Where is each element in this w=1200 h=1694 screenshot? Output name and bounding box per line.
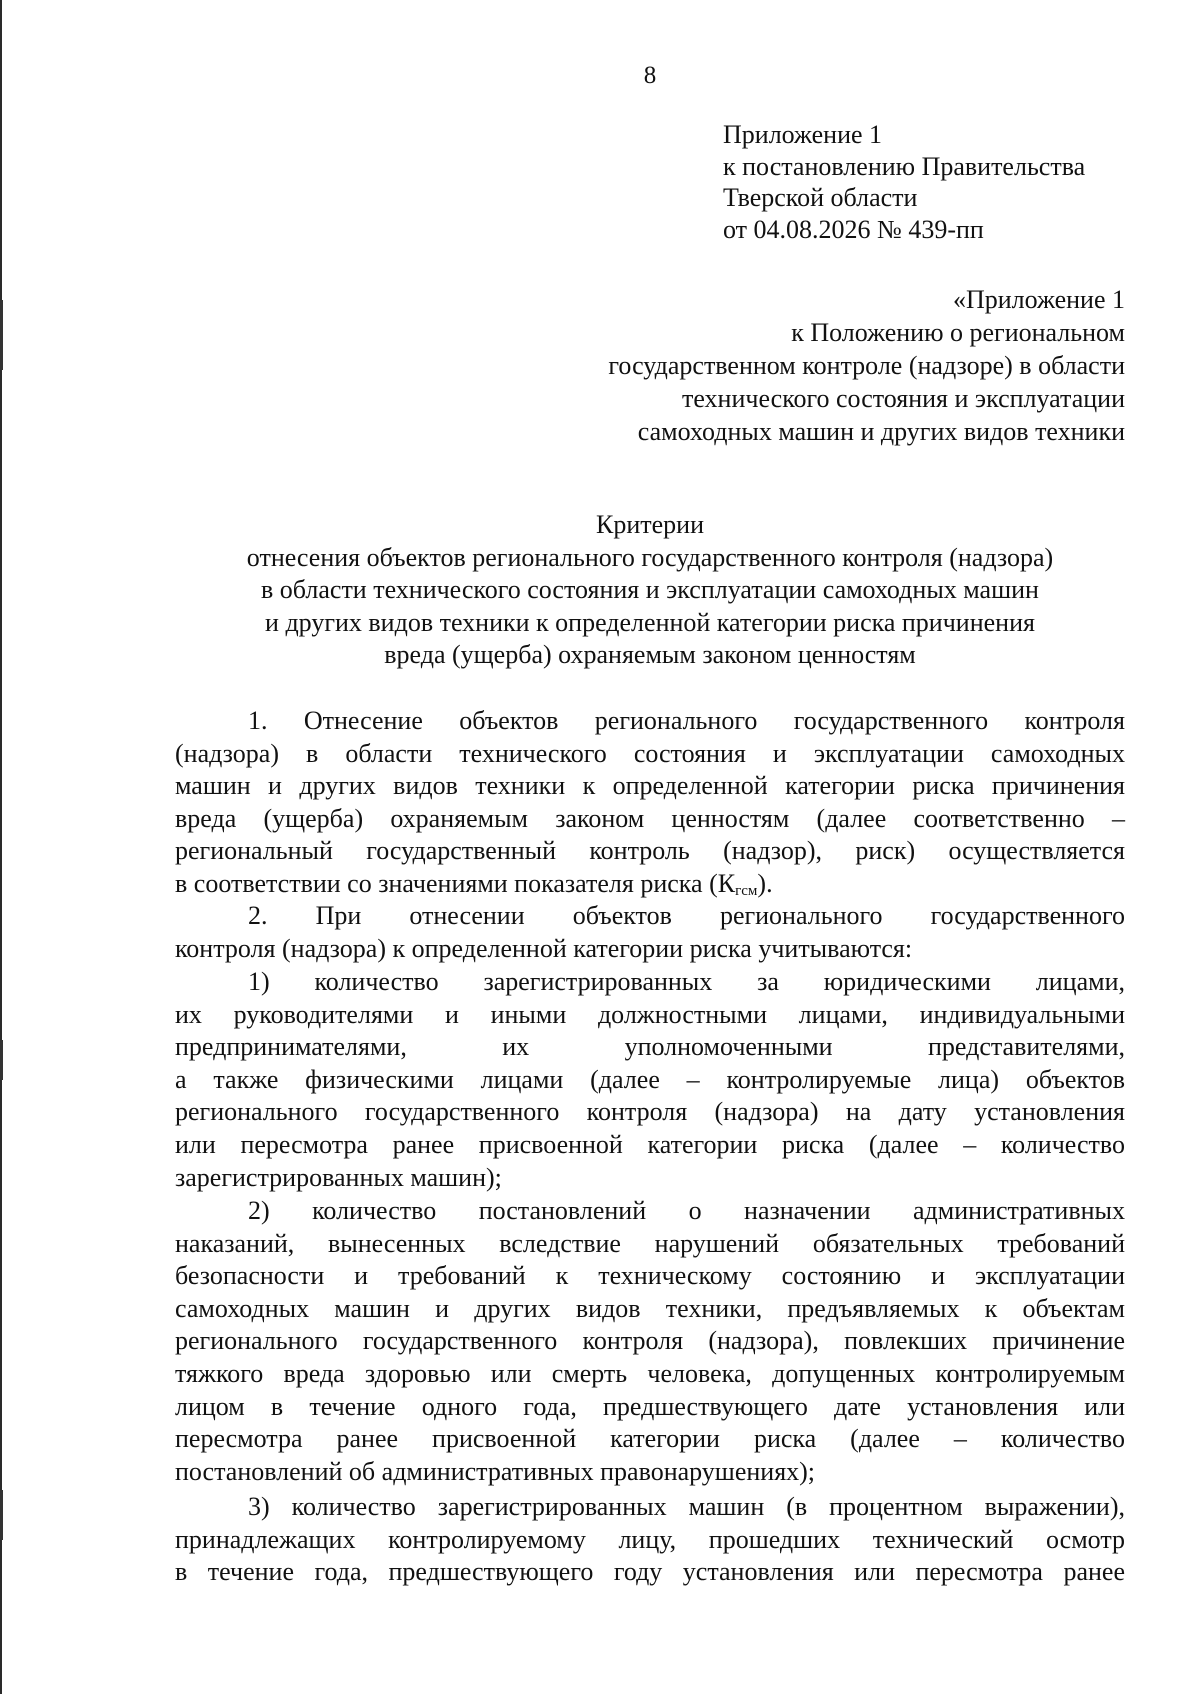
paragraph-line: зарегистрированных машин); — [175, 1162, 502, 1192]
edge-mark — [0, 300, 3, 370]
page-number: 8 — [643, 62, 657, 89]
paragraph-line: или пересмотра ранее присвоенной категории риска (далее – количество — [175, 1129, 1125, 1159]
paragraph-line: самоходных машин и других видов техники, предъявляемых к объектам — [175, 1293, 1125, 1323]
appendix-line: технического состояния и эксплуатации — [682, 384, 1125, 413]
appendix-line: самоходных машин и других видов техники — [637, 417, 1125, 446]
paragraph-2 — [175, 900, 1125, 965]
appendix-block — [425, 283, 1125, 448]
document-title — [175, 509, 1125, 672]
approval-block — [723, 119, 1085, 245]
appendix-line: к Положению о региональном — [791, 318, 1125, 347]
paragraph-line: 3) количество зарегистрированных машин (в процентном выражении), — [248, 1492, 1125, 1521]
paragraph-line: региональный государственный контроль (надзор), риск) осуществляется — [175, 836, 1125, 866]
paragraph-line: 1) количество зарегистрированных за юридическими лицами, — [248, 967, 1125, 996]
paragraph-line: принадлежащих контролируемому лицу, прошедших технический осмотр — [175, 1524, 1125, 1554]
paragraph-line: регионального государственного контроля (надзора), повлекших причинение — [175, 1326, 1125, 1356]
appendix-line: государственном контроле (надзоре) в области — [608, 351, 1125, 380]
paragraph-line: постановлений об административных правонарушениях); — [175, 1456, 816, 1486]
approval-line: от 04.08.2026 № 439-пп — [723, 214, 984, 244]
paragraph-line: (надзора) в области технического состояния и эксплуатации самоходных — [175, 738, 1125, 768]
paragraph-line: 2) количество постановлений о назначении административных — [248, 1196, 1125, 1225]
paragraph-5 — [175, 1491, 1125, 1589]
paragraph-line: предпринимателями, их уполномоченными представителями, — [175, 1032, 1125, 1062]
paragraph-line: в течение года, предшествующего году установления или пересмотра ранее — [175, 1557, 1125, 1587]
paragraph-line: 1. Отнесение объектов регионального государственного контроля — [248, 706, 1125, 735]
edge-mark — [0, 1040, 3, 1080]
risk-subscript: гсм — [735, 882, 758, 899]
page-left-edge — [0, 0, 2, 1694]
risk-text: в соответствии со значениями показателя риска (К — [175, 868, 736, 898]
title-line: и других видов техники к определенной категории риска причинения — [265, 607, 1035, 637]
paragraph-line: их руководителями и иными должностными лицами, индивидуальными — [175, 999, 1125, 1029]
paragraph-line: а также физическими лицами (далее – контролируемые лица) объектов — [175, 1064, 1125, 1094]
paragraph-4 — [175, 1195, 1125, 1488]
paragraph-line: регионального государственного контроля (надзора) на дату установления — [175, 1097, 1125, 1127]
approval-line: Приложение 1 — [723, 120, 883, 149]
paragraph-line: 2. При отнесении объектов регионального государственного — [248, 901, 1125, 930]
paragraph-line: лицом в течение одного года, предшествующего дате установления или — [175, 1391, 1125, 1421]
appendix-line: «Приложение 1 — [952, 285, 1125, 314]
paragraph-line: пересмотра ранее присвоенной категории риска (далее – количество — [175, 1424, 1125, 1454]
approval-line: к постановлению Правительства — [723, 151, 1086, 181]
edge-mark — [0, 1490, 3, 1540]
paragraph-line: машин и других видов техники к определенной категории риска причинения — [175, 771, 1125, 801]
paragraph-line: вреда (ущерба) охраняемым законом ценностям (далее соответственно – — [175, 803, 1125, 833]
paragraph-3 — [175, 966, 1125, 1194]
paragraph-line: тяжкого вреда здоровью или смерть человека, допущенных контролируемым — [175, 1358, 1125, 1388]
title-heading: Критерии — [596, 510, 704, 539]
paragraph-1 — [175, 705, 1125, 908]
title-line: в области технического состояния и эксплуатации самоходных машин — [261, 575, 1039, 604]
title-line: вреда (ущерба) охраняемым законом ценностям — [384, 640, 916, 669]
paragraph-line: наказаний, вынесенных вследствие нарушений обязательных требований — [175, 1228, 1125, 1258]
paragraph-line: безопасности и требований к техническому состоянию и эксплуатации — [175, 1261, 1125, 1291]
paragraph-line: контроля (надзора) к определенной категории риска учитываются: — [175, 933, 913, 963]
approval-line: Тверской области — [723, 183, 918, 212]
title-line: отнесения объектов регионального государственного контроля (надзора) — [246, 542, 1054, 572]
risk-text-end: ). — [757, 868, 773, 898]
